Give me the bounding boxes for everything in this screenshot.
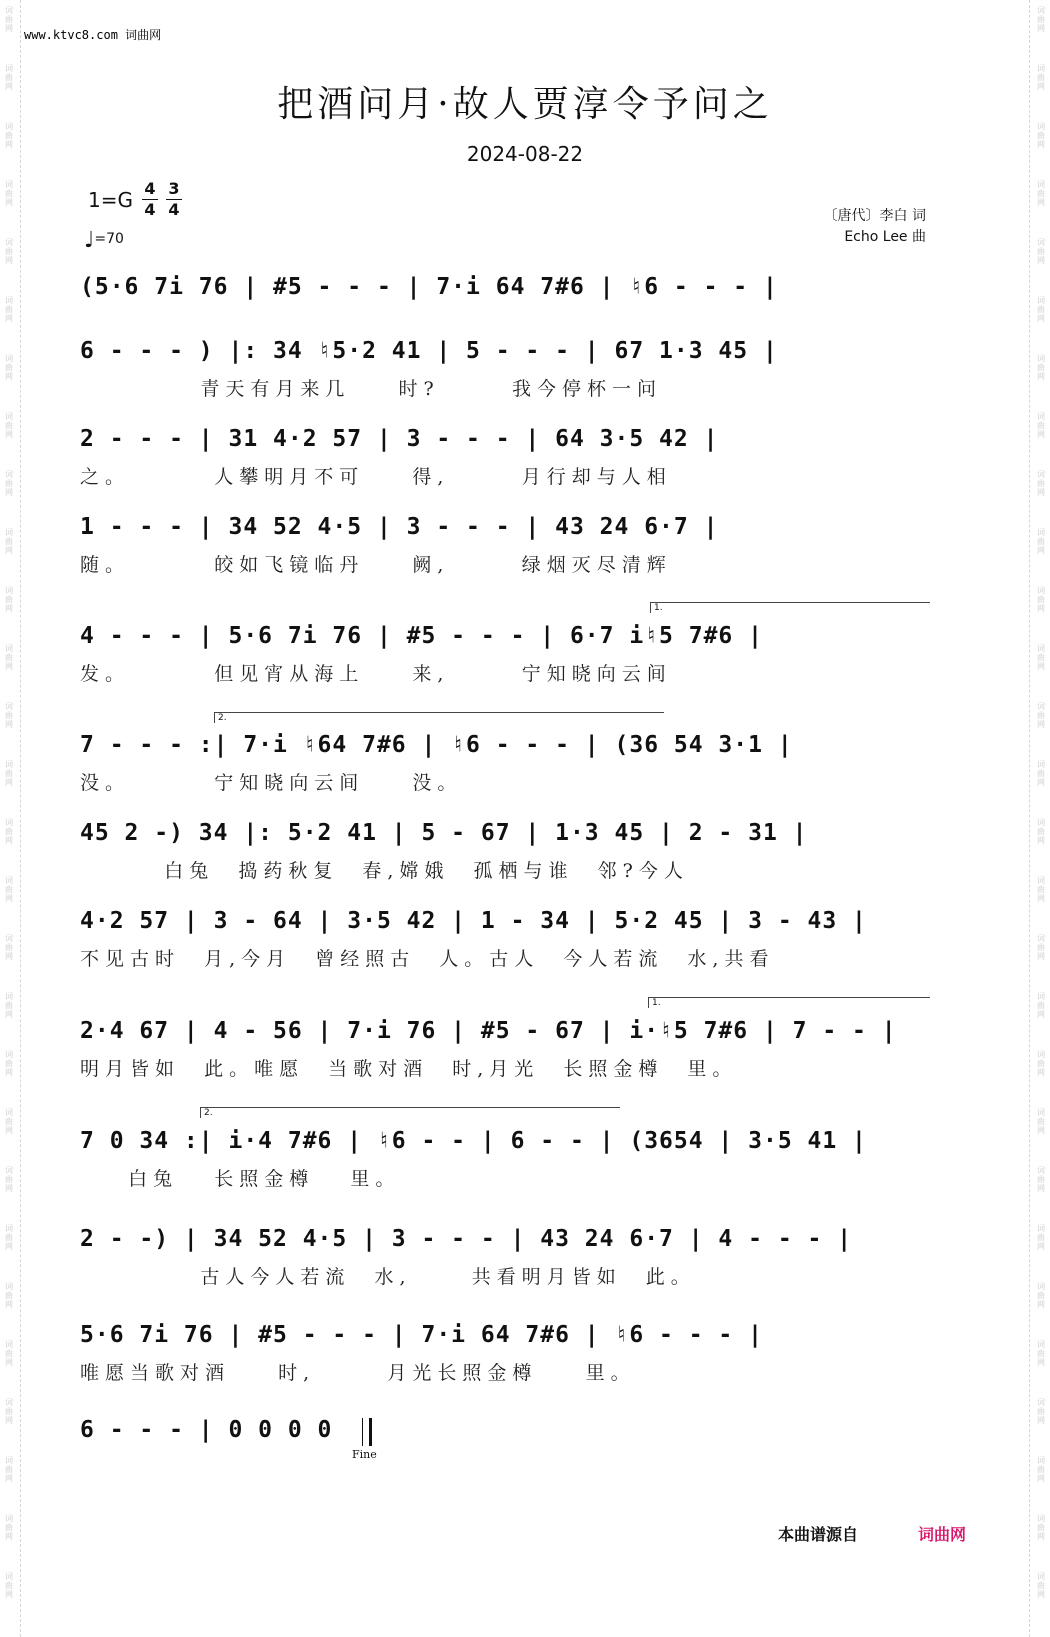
volta-second-2: 2.	[200, 1107, 620, 1118]
watermark-text: 词曲网	[1037, 818, 1045, 845]
watermark-text: 词曲网	[1037, 760, 1045, 787]
watermark-text: 词曲网	[5, 470, 13, 497]
watermark-text: 词曲网	[5, 1166, 13, 1193]
watermark-text: 词曲网	[1037, 702, 1045, 729]
time-signature-b: 3 4	[166, 180, 182, 219]
notation-line: 5·6 7i 76 | #5 - - - | 7·i 64 7#6 | ♮6 - - - |	[80, 1322, 763, 1348]
watermark-text: 词曲网	[1037, 1398, 1045, 1425]
watermark-text: 词曲网	[5, 702, 13, 729]
watermark-text: 词曲网	[1037, 64, 1045, 91]
volta-first-2: 1.	[648, 997, 930, 1008]
watermark-text: 词曲网	[1037, 1514, 1045, 1541]
notation-line: 2 - -) | 34 52 4·5 | 3 - - - | 43 24 6·7 | 4 - - - |	[80, 1226, 853, 1252]
watermark-text: 词曲网	[5, 934, 13, 961]
watermark-text: 词曲网	[1037, 412, 1045, 439]
notation-line: 45 2 -) 34 |: 5·2 41 | 5 - 67 | 1·3 45 | 2 - 31 |	[80, 820, 808, 846]
lyric-line: 随。 皎如飞镜临丹 阙, 绿烟灭尽清辉	[80, 554, 672, 576]
song-date: 2024-08-22	[466, 142, 584, 166]
watermark-text: 词曲网	[5, 122, 13, 149]
watermark-text: 词曲网	[5, 1572, 13, 1599]
watermark-text: 词曲网	[5, 1050, 13, 1077]
fine-marking: Fine	[352, 1448, 377, 1461]
tempo-marking: ♩=70	[84, 228, 124, 253]
volta-second-1: 2.	[214, 712, 664, 723]
watermark-text: 词曲网	[1037, 1282, 1045, 1309]
lyric-line: 青天有月来几 时? 我今停杯一问	[80, 378, 662, 400]
footer-brand-link[interactable]: 词曲网	[918, 1525, 967, 1544]
notation-line: 4 - - - | 5·6 7i 76 | #5 - - - | 6·7 i♮5 7#6 |	[80, 623, 763, 649]
notation-line: 7 0 34 :| i·4 7#6 | ♮6 - - | 6 - - | (3654 | 3·5 41 |	[80, 1128, 867, 1154]
watermark-text: 词曲网	[1037, 180, 1045, 207]
watermark-text: 词曲网	[1037, 1572, 1045, 1599]
watermark-text: 词曲网	[5, 1108, 13, 1135]
key-signature: 1=G	[88, 188, 133, 212]
lyric-line: 白兔 捣药秋复 春,嫦娥 孤栖与谁 邻?今人	[80, 860, 689, 882]
watermark-text: 词曲网	[5, 818, 13, 845]
watermark-text: 词曲网	[5, 6, 13, 33]
notation-line: 2 - - - | 31 4·2 57 | 3 - - - | 64 3·5 42 |	[80, 426, 719, 452]
watermark-text: 词曲网	[5, 354, 13, 381]
watermark-text: 词曲网	[5, 586, 13, 613]
lyric-line: 没。 宁知晓向云间 没。	[80, 772, 463, 794]
watermark-text: 词曲网	[1037, 1456, 1045, 1483]
watermark-text: 词曲网	[1037, 354, 1045, 381]
lyric-line: 发。 但见宵从海上 来, 宁知晓向云间	[80, 663, 672, 685]
watermark-text: 词曲网	[5, 644, 13, 671]
song-title: 把酒问月·故人贾淳令予问之	[277, 84, 773, 125]
watermark-text: 词曲网	[5, 64, 13, 91]
watermark-text: 词曲网	[1037, 1224, 1045, 1251]
watermark-text: 词曲网	[1037, 470, 1045, 497]
watermark-text: 词曲网	[5, 1224, 13, 1251]
watermark-text: 词曲网	[1037, 238, 1045, 265]
lyric-line: 白兔 长照金樽 里。	[80, 1168, 401, 1190]
lyric-line: 明月皆如 此。唯愿 当歌对酒 时,月光 长照金樽 里。	[80, 1058, 738, 1080]
watermark-text: 词曲网	[5, 876, 13, 903]
watermark-text: 词曲网	[1037, 1050, 1045, 1077]
lyric-line: 古人今人若流 水, 共看明月皆如 此。	[80, 1266, 696, 1288]
time-signature-a: 4 4	[142, 180, 158, 219]
watermark-text: 词曲网	[1037, 644, 1045, 671]
lyricist-credit: 〔唐代〕李白 词	[823, 208, 926, 224]
watermark-text: 词曲网	[1037, 876, 1045, 903]
notation-line: 6 - - - | 0 0 0 0	[80, 1417, 333, 1443]
watermark-text: 词曲网	[1037, 992, 1045, 1019]
watermark-text: 词曲网	[1037, 528, 1045, 555]
lyric-line: 唯愿当歌对酒 时, 月光长照金樽 里。	[80, 1362, 636, 1384]
watermark-text: 词曲网	[1037, 122, 1045, 149]
notation-line: 1 - - - | 34 52 4·5 | 3 - - - | 43 24 6·7 |	[80, 514, 719, 540]
notation-line: 7 - - - :| 7·i ♮64 7#6 | ♮6 - - - | (36 54 3·1 |	[80, 732, 793, 758]
footer-source-label: 本曲谱源自	[778, 1525, 859, 1544]
watermark-text: 词曲网	[1037, 1166, 1045, 1193]
watermark-text: 词曲网	[5, 180, 13, 207]
notation-line: (5·6 7i 76 | #5 - - - | 7·i 64 7#6 | ♮6 - - - |	[80, 274, 778, 300]
notation-line: 2·4 67 | 4 - 56 | 7·i 76 | #5 - 67 | i·♮5 7#6 | 7 - - |	[80, 1018, 897, 1044]
watermark-text: 词曲网	[5, 992, 13, 1019]
watermark-text: 词曲网	[5, 1456, 13, 1483]
notation-line: 4·2 57 | 3 - 64 | 3·5 42 | 1 - 34 | 5·2 45 | 3 - 43 |	[80, 908, 867, 934]
lyric-line: 不见古时 月,今月 曾经照古 人。古人 今人若流 水,共看	[80, 948, 775, 970]
notation-line: 6 - - - ) |: 34 ♮5·2 41 | 5 - - - | 67 1·3 45 |	[80, 338, 778, 364]
watermark-text: 词曲网	[5, 412, 13, 439]
watermark-text: 词曲网	[5, 238, 13, 265]
composer-credit: Echo Lee 曲	[844, 229, 926, 245]
watermark-text: 词曲网	[5, 1398, 13, 1425]
watermark-text: 词曲网	[1037, 1108, 1045, 1135]
watermark-text: 词曲网	[1037, 6, 1045, 33]
watermark-text: 词曲网	[1037, 586, 1045, 613]
quarter-note-icon: ♩	[84, 228, 95, 253]
watermark-text: 词曲网	[1037, 934, 1045, 961]
lyric-line: 之。 人攀明月不可 得, 月行却与人相	[80, 466, 672, 488]
watermark-text: 词曲网	[5, 528, 13, 555]
watermark-text: 词曲网	[5, 1282, 13, 1309]
watermark-text: 词曲网	[1037, 296, 1045, 323]
final-barline	[362, 1418, 372, 1446]
watermark-text: 词曲网	[5, 296, 13, 323]
site-url: www.ktvc8.com 词曲网	[24, 28, 162, 42]
volta-first-1: 1.	[650, 602, 930, 613]
watermark-text: 词曲网	[5, 760, 13, 787]
watermark-text: 词曲网	[1037, 1340, 1045, 1367]
watermark-text: 词曲网	[5, 1514, 13, 1541]
watermark-text: 词曲网	[5, 1340, 13, 1367]
